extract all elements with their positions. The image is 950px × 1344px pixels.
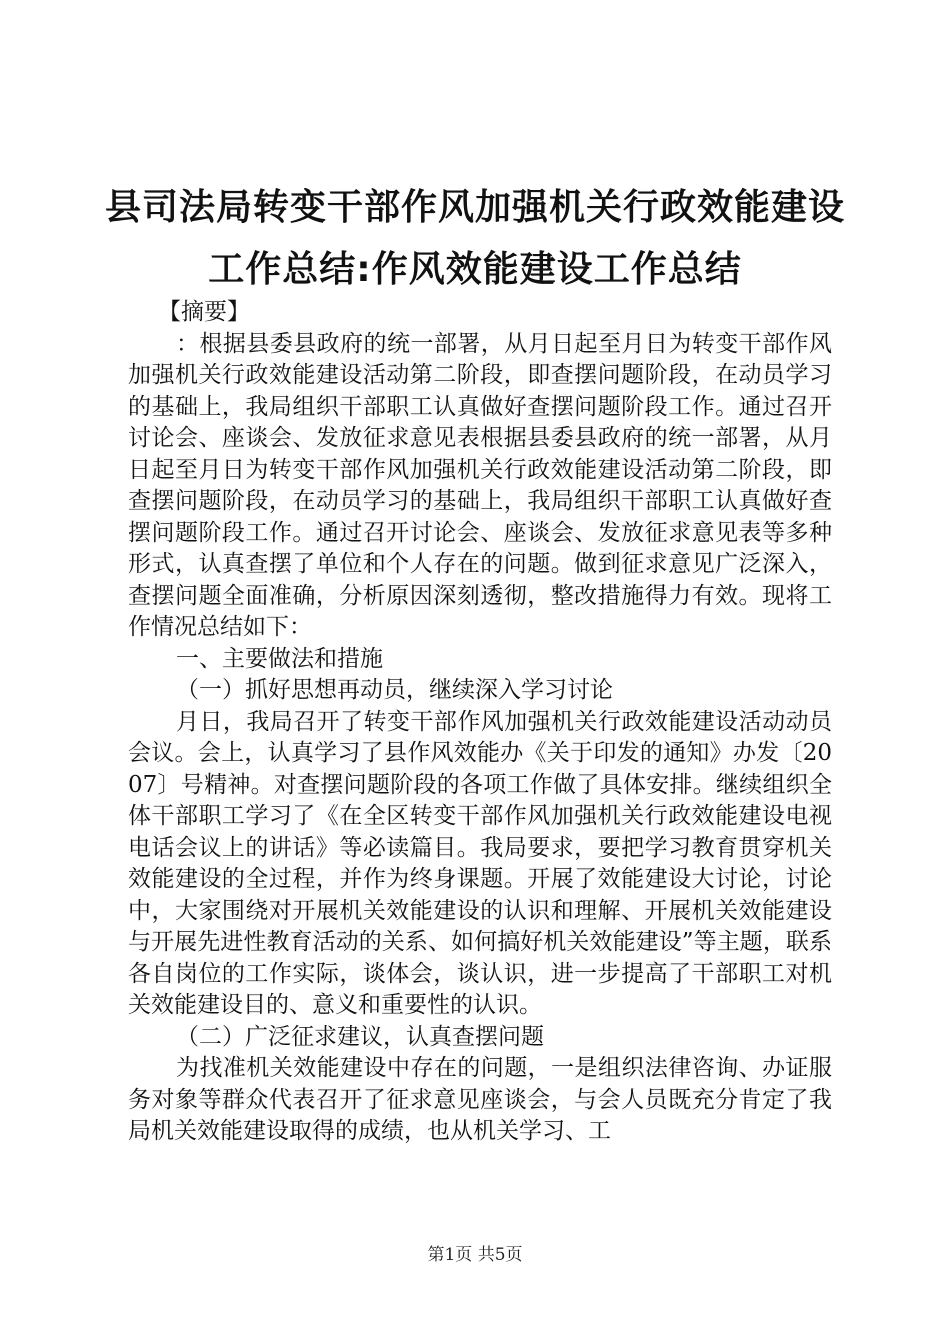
abstract-paragraph: ：根据县委县政府的统一部署，从月日起至月日为转变干部作风加强机关行政效能建设活动第二阶段，即查摆问题阶段，在动员学习的基础上，我局组织干部职工认真做好查摆问题阶段工作。通过召开讨论会、座谈会、发放征求意见表根据县委县政府的统一部署，从月日起至月日为转变干部作风加强机关行政效能建设活动第二阶段，即查摆问题阶段，在动员学习的基础上，我局组织干部职工认真做好查摆问题阶段工作。通过召开讨论会、座谈会、发放征求意见表等多种形式，认真查摆了单位和个人存在的问题。做到征求意见广泛深入，查摆问题全面准确，分析原因深刻透彻，整改措施得力有效。现将工作情况总结如下：: [128, 330, 832, 640]
body-paragraph-2: 为找准机关效能建设中存在的问题，一是组织法律咨询、办证服务对象等群众代表召开了征求意见座谈会，与会人员既充分肯定了我局机关效能建设取得的成绩，也从机关学习、工: [128, 1055, 832, 1144]
body-paragraph-1: 月日，我局召开了转变干部作风加强机关行政效能建设活动动员会议。会上，认真学习了县作风效能办《关于印发的通知》办发〔2007〕号精神。对查摆问题阶段的各项工作做了具体安排。继续组织全体干部职工学习了《在全区转变干部作风加强机关行政效能建设电视电话会议上的讲话》等必读篇目。我局要求，要把学习教育贯穿机关效能建设的全过程，并作为终身课题。开展了效能建设大讨论，讨论中，大家围绕对开展机关效能建设的认识和理解、开展机关效能建设与开展先进性教育活动的关系、如何搞好机关效能建设”等主题，联系各自岗位的工作实际，谈体会，谈认识，进一步提高了干部职工对机关效能建设目的、意义和重要性的认识。: [128, 708, 832, 1018]
subsection-heading-2: （二）广泛征求建议，认真查摆问题: [176, 1023, 544, 1050]
subsection-heading-1: （一）抓好思想再动员，继续深入学习讨论: [176, 677, 613, 703]
page-footer: 第1页 共5页: [427, 1245, 523, 1265]
document-body: [128, 297, 832, 1148]
document-title-line-2: 工作总结:作风效能建设工作总结: [208, 249, 742, 290]
section-heading-1: 一、主要做法和措施: [176, 645, 383, 672]
document-title-line-1: 县司法局转变干部作风加强机关行政效能建设: [104, 187, 845, 228]
abstract-label: 【摘要】: [158, 299, 250, 325]
